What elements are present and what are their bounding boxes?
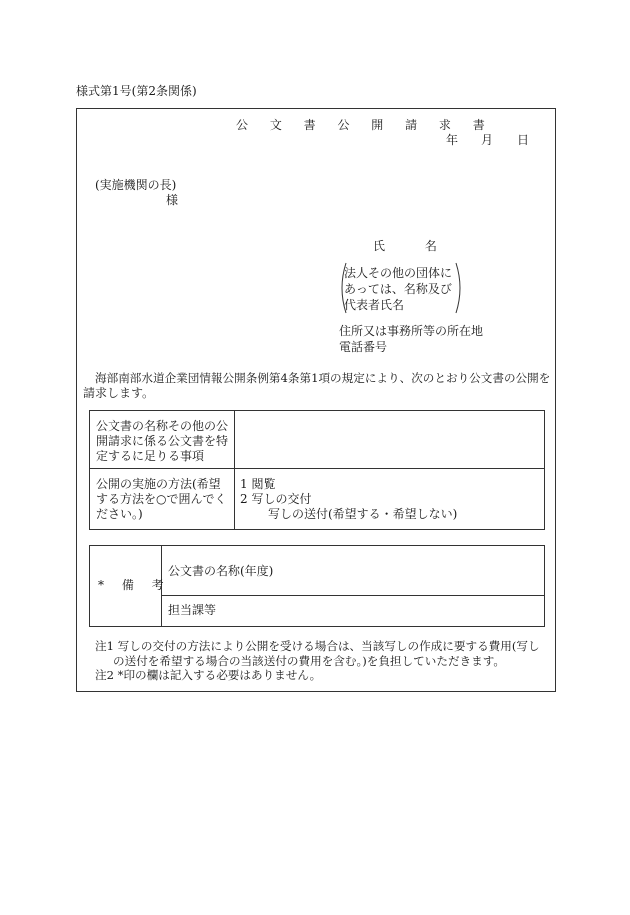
- addressee-honorific: 様: [166, 193, 179, 207]
- remarks-document-name-field: 公文書の名称(年度): [168, 564, 274, 578]
- remarks-table-row-divider: [161, 595, 545, 596]
- form-number-label: 様式第1号(第2条関係): [76, 84, 197, 98]
- row1-label-line-3: 定するに足りる事項: [96, 449, 205, 463]
- corp-note-line-2: あっては、名称及び: [344, 282, 452, 296]
- date-month-label: 月: [481, 133, 494, 147]
- note-1-line-2: の送付を希望する場合の当該送付の費用を含む。)を負担していただきます。: [113, 654, 505, 668]
- phone-label: 電話番号: [339, 340, 388, 354]
- row2-label-line-1: 公開の実施の方法(希望: [96, 477, 221, 491]
- row2-label-line-3: ださい。): [96, 507, 143, 521]
- option-copy-delivery[interactable]: 2 写しの交付: [240, 492, 312, 506]
- option-inspection[interactable]: 1 閲覧: [240, 477, 276, 491]
- note-2: 注2 *印の欄は記入する必要はありません。: [95, 668, 322, 682]
- remarks-department-field: 担当課等: [168, 603, 217, 617]
- requester-name-label: 氏 名: [373, 239, 455, 253]
- row2-label-line-2: する方法を○で囲んでく: [96, 492, 227, 506]
- addressee-org: (実施機関の長): [95, 178, 177, 192]
- note-1-line-1: 注1 写しの交付の方法により公開を受ける場合は、当該写しの作成に要する費用(写し: [95, 639, 540, 653]
- right-bracket: [454, 262, 466, 314]
- remarks-label: * 備 考: [98, 578, 171, 592]
- corp-note-line-3: 代表者氏名: [344, 298, 405, 312]
- row1-label-line-1: 公文書の名称その他の公: [96, 419, 229, 433]
- date-day-label: 日: [517, 133, 530, 147]
- row1-label-line-2: 開請求に係る公文書を特: [96, 434, 229, 448]
- address-label: 住所又は事務所等の所在地: [339, 324, 484, 338]
- request-text-line-2: 請求します。: [83, 386, 155, 400]
- request-table-divider: [234, 410, 235, 530]
- request-text-line-1: 海部南部水道企業団情報公開条例第4条第1項の規定により、次のとおり公文書の公開を: [95, 371, 551, 385]
- form-title: 公 文 書 公 開 請 求 書: [236, 118, 494, 132]
- request-table-row-divider: [89, 468, 545, 469]
- option-copy-mailing[interactable]: 写しの送付(希望する・希望しない): [268, 507, 458, 521]
- corp-note-line-1: 法人その他の団体に: [344, 266, 453, 280]
- date-year-label: 年: [446, 133, 459, 147]
